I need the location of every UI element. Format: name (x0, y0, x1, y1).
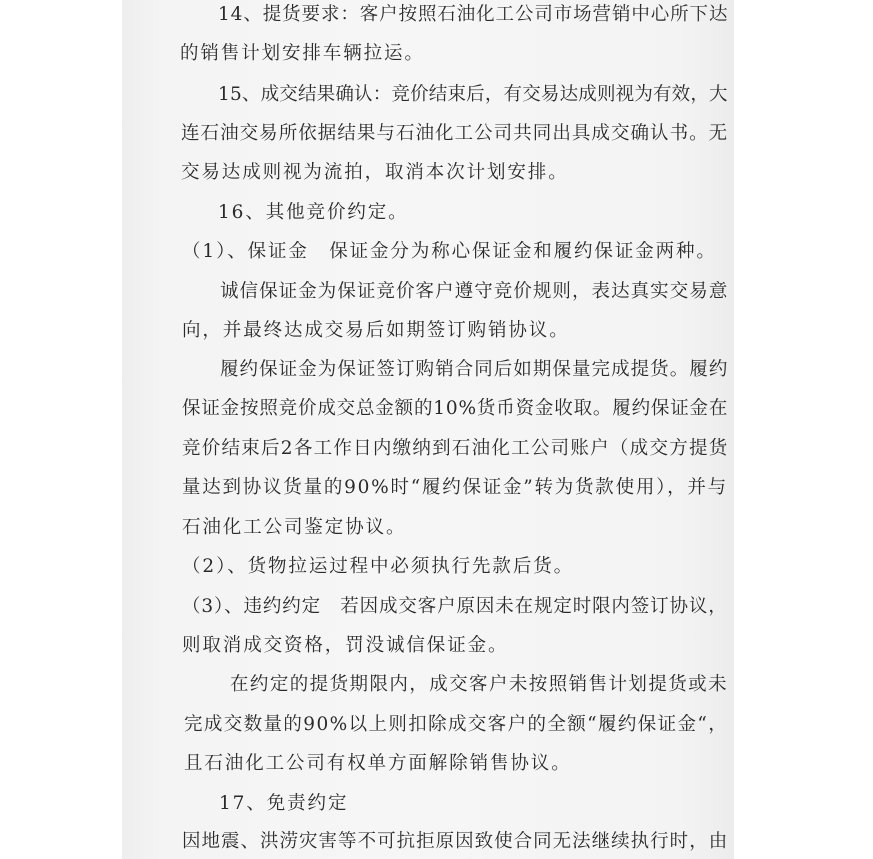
text-line: 量达到协议货量的90%时“履约保证金”转为货款使用），并与 (182, 477, 728, 498)
text-line: 在约定的提货期限内，成交客户未按照销售计划提货或未 (230, 674, 729, 695)
text-line: 则取消成交资格，罚没诚信保证金。 (182, 635, 509, 656)
text-line: 14、提货要求：客户按照石油化工公司市场营销中心所下达 (218, 4, 729, 25)
text-line: 17、免责约定 (219, 793, 349, 814)
text-line: 连石油交易所依据结果与石油化工公司共同出具成交确认书。无 (181, 123, 729, 144)
text-line: 向，并最终达成交易后如期签订购销协议。 (182, 320, 570, 341)
text-line: 竞价结束后2各工作日内缴纳到石油化工公司账户（成交方提货 (182, 438, 729, 459)
text-line: 石油化工公司鉴定协议。 (182, 517, 407, 538)
text-line: 的销售计划安排车辆拉运。 (180, 43, 425, 64)
text-line: 且石油化工公司有权单方面解除销售协议。 (184, 753, 572, 774)
text-line: 诚信保证金为保证竞价客户遵守竞价规则，表达真实交易意 (220, 281, 729, 302)
text-line: 因地震、洪涝灾害等不可抗拒原因致使合同无法继续执行时，由 (182, 831, 729, 852)
document-page (122, 0, 734, 859)
text-line: 16、其他竞价约定。 (218, 202, 409, 223)
text-line: 15、成交结果确认：竞价结束后，有交易达成则视为有效，大 (218, 84, 728, 105)
text-line: （1）、保证金 保证金分为称心保证金和履约保证金两种。 (182, 241, 717, 262)
text-line: 保证金按照竞价成交总金额的10%货币资金收取。履约保证金在 (182, 398, 729, 419)
text-line: （3）、违约约定 若因成交客户原因未在规定时限内签订协议， (182, 596, 728, 617)
text-line: 交易达成则视为流拍，取消本次计划安排。 (181, 162, 569, 183)
text-line: 完成交数量的90%以上则扣除成交客户的全额“履约保证金“， (184, 714, 729, 735)
text-line: 履约保证金为保证签订购销合同后如期保量完成提货。履约 (220, 359, 729, 380)
text-line: （2）、货物拉运过程中必须执行先款后货。 (182, 556, 575, 577)
